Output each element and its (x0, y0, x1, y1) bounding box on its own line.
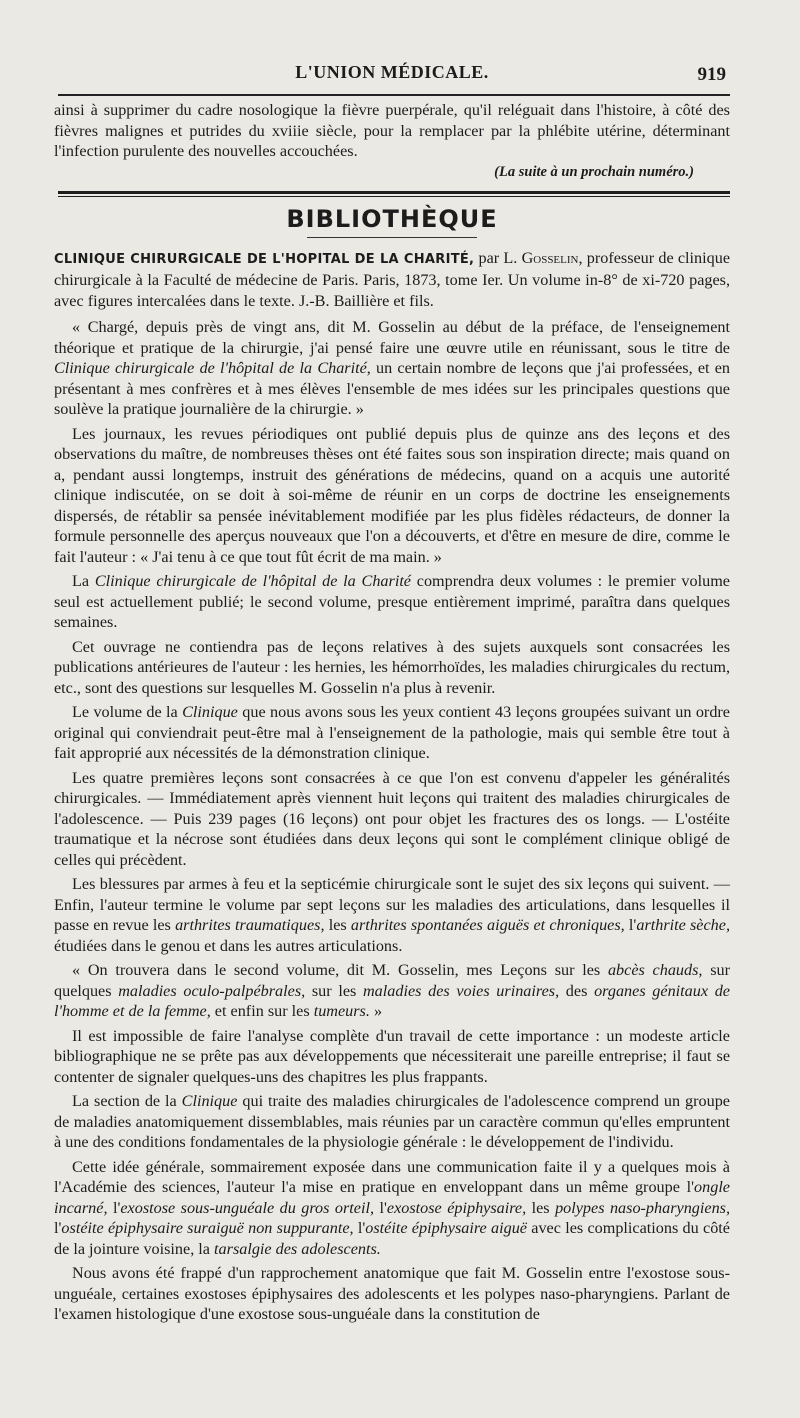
text-run: des (559, 981, 595, 1000)
article-body (54, 317, 730, 1325)
text-run: l' (624, 916, 637, 934)
paragraph: Nous avons été frappé d'un rapprochement anatomique que fait M. Gosselin entre l'exostose sous-unguéale, certaines exostoses épiphysaires des adolescents et les polypes naso-pharyngiens. Parlant de l'examen histologique d'une exostose sous-unguéale dans la constitution de (54, 1264, 730, 1323)
text-run: sur les (305, 981, 363, 1000)
section-title: BIBLIOTHÈQUE (286, 204, 498, 233)
italic-term: arthrites traumatiques, (175, 916, 325, 934)
italic-term: organes génitaux de l'homme et de la femme, (54, 981, 730, 1020)
text-run: Le volume de la (72, 703, 183, 721)
italic-term: polypes naso-pharyngiens, (555, 1198, 731, 1217)
italic-term: tumeurs. (313, 1002, 370, 1020)
book-title: CLINIQUE CHIRURGICALE DE L'HOPITAL DE LA CHARITÉ, (54, 251, 475, 267)
italic-term: ongle incarné, (54, 1178, 730, 1217)
italic-term: exostose épiphysaire, (386, 1198, 527, 1217)
book-title-italic: Clinique chirurgicale de l'hôpital de la Charité (94, 572, 411, 590)
text-run: avec les complications du côté de la jointure voisine, la (54, 1219, 730, 1258)
paragraph (54, 960, 730, 1022)
italic-term: exostose sous-unguéale du gros orteil, (120, 1198, 375, 1217)
text-run: » (369, 1002, 383, 1020)
section-divider (58, 191, 730, 197)
text-run: étudiées dans le genou et dans les autres articulations. (54, 936, 403, 955)
book-reference (54, 248, 730, 312)
paragraph (54, 874, 730, 956)
title-rule (307, 237, 477, 238)
book-title-italic: Clinique (182, 703, 238, 721)
italic-term: tarsalgie des adolescents. (214, 1239, 381, 1258)
text-run: « On trouvera dans le second volume, dit M. Gosselin, mes Leçons sur les (72, 961, 608, 979)
paragraph (54, 702, 730, 764)
paragraph: Les journaux, les revues périodiques ont publié depuis plus de quinze ans des leçons et des observations du maître, de nombreuses thèses ont été faites sous son inspiration directe; mais quand on a, pendant aussi longtemps, instruit des générations de médecins, quand on a acquis une autorité clinique indiscutée, on se doit à soi-même de réunir en un corps de doctrine les enseignements dispersés, de rétablir sa pensée inévitablement modifiée par les plus fidèles rédacteurs, de donner la formule personnelle des aperçus nouveaux que l'on a découverts, et d'être en mesure de dire, comme le fait l'auteur : « J'ai tenu à ce que tout fût écrit de ma main. » (54, 424, 730, 566)
italic-term: maladies des voies urinaires, (362, 981, 560, 1000)
text-run: Cette idée générale, sommairement exposée dans une communication faite il y a quelques mois à l'Académie des sciences, l'auteur l'a mise en pratique en enveloppant dans un même groupe l' (54, 1157, 730, 1196)
book-details: , professeur de clinique chirurgicale à la Faculté de médecine de Paris. Paris, 1873, tome Ier. Un volume in-8° de xi-720 pages, avec figures intercalées dans le texte. J.-B. Baillière et fils. (54, 248, 731, 310)
text-run: La (72, 572, 95, 590)
paragraph (54, 571, 730, 633)
paragraph: Cet ouvrage ne contiendra pas de leçons relatives à des sujets auxquels sont consacrées les publications antérieures de l'auteur : les hernies, les hémorrhoïdes, les maladies chirurgicales du rectum, etc., sont des questions sur lesquelles M. Gosselin n'a plus à revenir. (54, 637, 730, 697)
paragraph: Il est impossible de faire l'analyse complète d'un travail de cette importance : un modeste article bibliographique ne se prête pas aux développements que nécessiterait une pareille entreprise; il faut se contenter de signaler quelques-uns des chapitres les plus frappants. (54, 1026, 730, 1086)
text-run: les (526, 1198, 556, 1217)
italic-term: maladies oculo-palpébrales, (118, 981, 306, 1000)
text-run: l' (54, 1219, 62, 1237)
paragraph (54, 1091, 730, 1153)
text-run: l' (353, 1219, 366, 1237)
continuation-paragraph: ainsi à supprimer du cadre nosologique la fièvre puerpérale, qu'il reléguait dans l'histoire, à côté des fièvres malignes et putrides du xviiie siècle, pour la remplacer par la phlébite utérine, déterminant l'infection purulente des nouvelles accouchées. (54, 101, 730, 160)
text-run: qui traite des maladies chirurgicales de l'adolescence comprend un groupe de maladies anatomiquement dissemblables, mais réunies par un caractère commun qu'elles empruntent à une des conditions fondamentales de la physiologie générale : le développement de l'individu. (54, 1092, 730, 1151)
continuation-note: (La suite à un prochain numéro.) (494, 163, 694, 180)
book-by: par L. (478, 248, 518, 267)
text-run: et enfin sur les (210, 1002, 314, 1020)
paragraph (54, 1157, 730, 1260)
paragraph: Les quatre premières leçons sont consacrées à ce que l'on est convenu d'appeler les généralités chirurgicales. — Immédiatement après viennent huit leçons qui traitent des maladies chirurgicales de l'adolescence. — Puis 239 pages (16 leçons) ont pour objet les fractures des os longs. — L'ostéite traumatique et la nécrose sont étudiées dans deux leçons qui sont le complément clinique obligé de celles qui précèdent. (54, 768, 730, 869)
text-run: les (324, 916, 351, 934)
running-title: L'UNION MÉDICALE. (295, 62, 489, 82)
book-author: Gosselin (521, 248, 579, 267)
text-run: l' (107, 1198, 121, 1217)
header-rule (58, 94, 730, 96)
running-head (54, 60, 730, 94)
text-run: que nous avons sous les yeux contient 43 leçons groupées suivant un ordre original qui conviendrait peut-être mal à l'enseignement de la pathologie, mais qui semble être tout à fait approprié aux nécessités de la démonstration clinique. (54, 703, 730, 762)
text-run: , un certain nombre de leçons que j'ai professées, et en présentant à mes confrères et à mes élèves l'ensemble de mes idées sur les principales questions que soulève la pratique journalière de la chirurgie. » (54, 359, 730, 418)
italic-term: abcès chauds, (607, 961, 703, 979)
italic-term: ostéite épiphysaire suraiguë non suppurante, (61, 1219, 354, 1237)
page-number: 919 (697, 64, 726, 85)
text-run: « Chargé, depuis près de vingt ans, dit M. Gosselin au début de la préface, de l'enseignement théorique et pratique de la chirurgie, j'ai pensé faire une œuvre utile en réunissant, sous le titre de (54, 318, 730, 357)
italic-term: ostéite épiphysaire aiguë (365, 1219, 527, 1237)
book-title-italic: Clinique chirurgicale de l'hôpital de la Charité (54, 359, 367, 377)
text-run: sur quelques (54, 961, 730, 1000)
text-run: La section de la (72, 1092, 182, 1110)
paragraph (54, 317, 730, 420)
text-run: l' (374, 1198, 387, 1217)
italic-term: arthrites spontanées aiguës et chroniques, (350, 916, 625, 934)
text-run: comprendra deux volumes : le premier volume seul est actuellement publié; le second volume, presque entièrement imprimé, paraîtra dans quelques semaines. (54, 572, 730, 631)
book-title-italic: Clinique (181, 1092, 238, 1110)
text-run: Les blessures par armes à feu et la septicémie chirurgicale sont le sujet des six leçons qui suivent. — Enfin, l'auteur termine le volume par sept leçons sur les maladies des articulations, dans lesquelles il passe en revue les (54, 875, 730, 934)
italic-term: arthrite sèche, (636, 916, 730, 934)
